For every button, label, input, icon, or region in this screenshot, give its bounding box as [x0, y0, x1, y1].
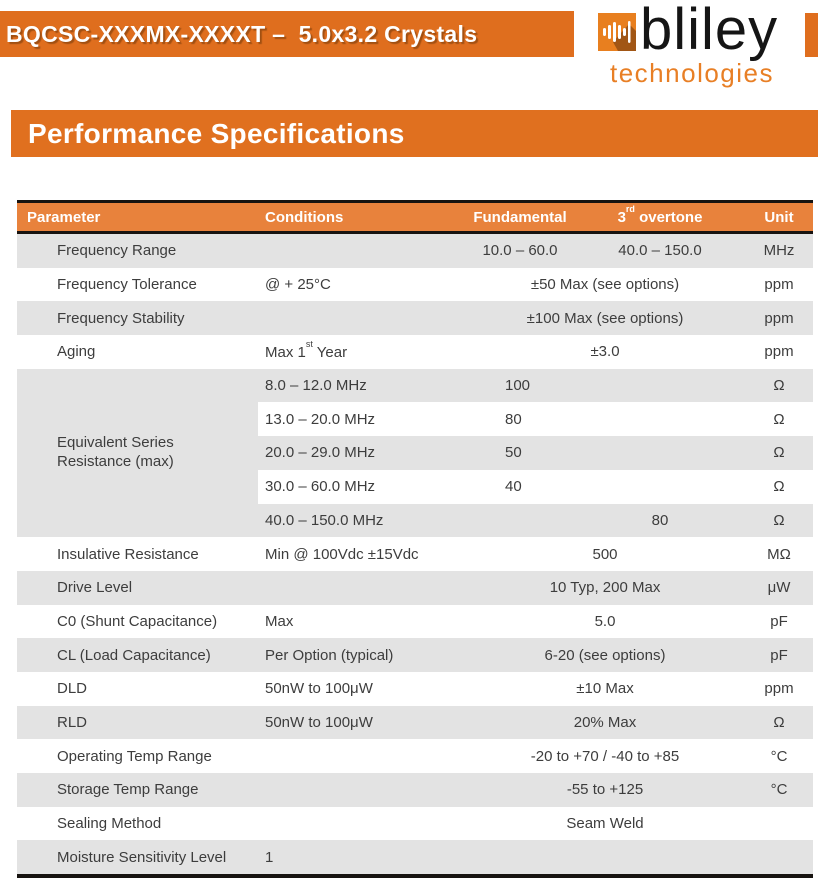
- part-number-title: BQCSC-XXXMX-XXXXT – 5.0x3.2 Crystals: [6, 20, 478, 47]
- cell-value: 20% Max: [465, 706, 745, 740]
- cell-value: 5.0: [465, 605, 745, 639]
- table-row-frequency-stability: [17, 301, 813, 335]
- cell-unit: ppm: [745, 268, 813, 302]
- cell-overtone: [575, 436, 745, 470]
- cell-conditions: 13.0 – 20.0 MHz: [258, 402, 465, 436]
- cell-conditions: Per Option (typical): [258, 638, 465, 672]
- table-row-esr-1: [17, 369, 813, 403]
- cell-unit: °C: [745, 773, 813, 807]
- cell-conditions: [258, 571, 465, 605]
- cell-overtone: 40.0 – 150.0: [575, 233, 745, 268]
- cell-unit: pF: [745, 605, 813, 639]
- signal-bars-icon: [598, 13, 636, 51]
- cell-parameter: Operating Temp Range: [17, 739, 258, 773]
- cell-value: ±10 Max: [465, 672, 745, 706]
- cell-parameter: Drive Level: [17, 571, 258, 605]
- cell-conditions: 30.0 – 60.0 MHz: [258, 470, 465, 504]
- cell-unit: Ω: [745, 436, 813, 470]
- table-row-cl: [17, 638, 813, 672]
- table-row-c0: [17, 605, 813, 639]
- cell-parameter-esr: [17, 369, 258, 537]
- cell-parameter: Moisture Sensitivity Level: [17, 840, 258, 876]
- cell-parameter: C0 (Shunt Capacitance): [17, 605, 258, 639]
- table-row-rld: [17, 706, 813, 740]
- cell-conditions: 8.0 – 12.0 MHz: [258, 369, 465, 403]
- cell-conditions: 50nW to 100μW: [258, 706, 465, 740]
- table-row-operating-temp: [17, 739, 813, 773]
- cell-unit: ppm: [745, 672, 813, 706]
- cell-unit: ppm: [745, 335, 813, 369]
- table-row-storage-temp: [17, 773, 813, 807]
- bliley-logo: [596, 2, 806, 92]
- cell-parameter: Frequency Tolerance: [17, 268, 258, 302]
- aging-condition-prefix: Max 1: [265, 343, 306, 361]
- cell-conditions: [258, 807, 465, 841]
- cell-value: 10 Typ, 200 Max: [465, 571, 745, 605]
- header-bar-end-block: [805, 13, 818, 57]
- cell-unit: °C: [745, 739, 813, 773]
- cell-unit: pF: [745, 638, 813, 672]
- cell-conditions: 1: [258, 840, 465, 876]
- cell-conditions: [258, 773, 465, 807]
- cell-unit: [745, 840, 813, 876]
- cell-conditions: 20.0 – 29.0 MHz: [258, 436, 465, 470]
- part-number-bar: [0, 11, 574, 57]
- section-banner: [11, 110, 818, 157]
- cell-fundamental: [465, 504, 575, 538]
- cell-value: -55 to +125: [465, 773, 745, 807]
- aging-condition-suffix: Year: [312, 343, 348, 361]
- table-row-sealing-method: [17, 807, 813, 841]
- cell-conditions: [258, 301, 465, 335]
- cell-conditions: [258, 739, 465, 773]
- cell-unit: Ω: [745, 470, 813, 504]
- cell-conditions: [258, 335, 465, 369]
- cell-conditions: Min @ 100Vdc ±15Vdc: [258, 537, 465, 571]
- column-header-unit: Unit: [745, 202, 813, 233]
- overtone-number: 3: [617, 209, 626, 226]
- esr-label-line2: Resistance (max): [57, 452, 174, 470]
- cell-value: 6-20 (see options): [465, 638, 745, 672]
- cell-unit: Ω: [745, 706, 813, 740]
- cell-parameter: Sealing Method: [17, 807, 258, 841]
- cell-conditions: 50nW to 100μW: [258, 672, 465, 706]
- cell-parameter: RLD: [17, 706, 258, 740]
- performance-spec-table: [17, 200, 813, 878]
- overtone-superscript: rd: [625, 203, 635, 214]
- cell-parameter: Storage Temp Range: [17, 773, 258, 807]
- column-header-conditions: Conditions: [258, 202, 465, 233]
- esr-label-line1: Equivalent Series: [57, 434, 174, 452]
- column-header-parameter: Parameter: [17, 202, 258, 233]
- overtone-label: overtone: [634, 209, 703, 226]
- cell-parameter: Frequency Range: [17, 233, 258, 268]
- column-header-overtone: [575, 202, 745, 233]
- cell-unit: μW: [745, 571, 813, 605]
- section-title: Performance Specifications: [28, 117, 405, 149]
- logo-sub-text: technologies: [610, 58, 774, 88]
- column-header-fundamental: Fundamental: [465, 202, 575, 233]
- cell-fundamental: 50: [465, 436, 575, 470]
- cell-parameter: DLD: [17, 672, 258, 706]
- cell-unit: ppm: [745, 301, 813, 335]
- cell-unit: MHz: [745, 233, 813, 268]
- cell-value: Seam Weld: [465, 807, 745, 841]
- cell-fundamental: 80: [465, 402, 575, 436]
- cell-fundamental: 40: [465, 470, 575, 504]
- cell-overtone: [575, 402, 745, 436]
- cell-value: [465, 840, 745, 876]
- table-row-aging: [17, 335, 813, 369]
- cell-value: 500: [465, 537, 745, 571]
- cell-fundamental: 100: [465, 369, 575, 403]
- cell-value: ±3.0: [465, 335, 745, 369]
- cell-conditions: [258, 233, 465, 268]
- table-row-dld: [17, 672, 813, 706]
- cell-value: -20 to +70 / -40 to +85: [465, 739, 745, 773]
- cell-conditions: @ + 25°C: [258, 268, 465, 302]
- cell-unit: MΩ: [745, 537, 813, 571]
- cell-fundamental: 10.0 – 60.0: [465, 233, 575, 268]
- cell-unit: Ω: [745, 402, 813, 436]
- cell-conditions: 40.0 – 150.0 MHz: [258, 504, 465, 538]
- cell-value: ±100 Max (see options): [465, 301, 745, 335]
- cell-unit: Ω: [745, 504, 813, 538]
- cell-value: ±50 Max (see options): [465, 268, 745, 302]
- cell-parameter: Insulative Resistance: [17, 537, 258, 571]
- table-row-frequency-range: [17, 233, 813, 268]
- cell-overtone: [575, 470, 745, 504]
- logo-brand-text: bliley: [640, 0, 779, 62]
- table-header-row: [17, 202, 813, 233]
- table-row-frequency-tolerance: [17, 268, 813, 302]
- table-row-moisture-sensitivity: [17, 840, 813, 876]
- cell-parameter: CL (Load Capacitance): [17, 638, 258, 672]
- cell-parameter: Frequency Stability: [17, 301, 258, 335]
- cell-overtone: [575, 369, 745, 403]
- cell-parameter: Aging: [17, 335, 258, 369]
- aging-condition-superscript: st: [305, 338, 313, 349]
- table-row-insulative-resistance: [17, 537, 813, 571]
- cell-overtone: 80: [575, 504, 745, 538]
- cell-unit: Ω: [745, 369, 813, 403]
- table-row-drive-level: [17, 571, 813, 605]
- cell-unit: [745, 807, 813, 841]
- cell-conditions: Max: [258, 605, 465, 639]
